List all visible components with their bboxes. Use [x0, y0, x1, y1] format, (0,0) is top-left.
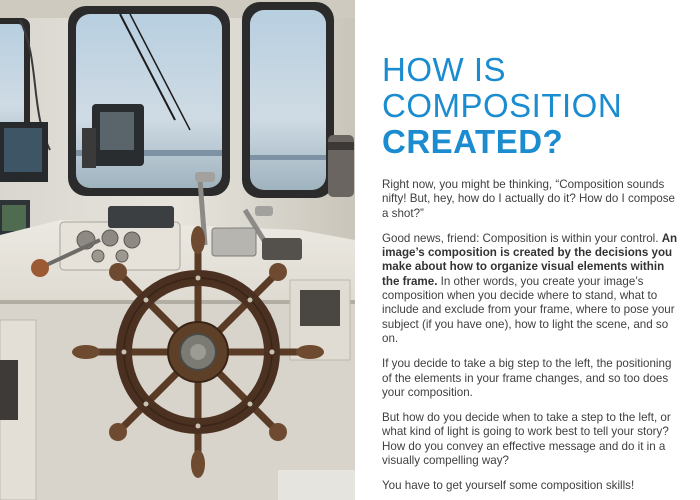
page-title	[382, 52, 682, 160]
title-line-1: HOW IS	[382, 51, 506, 88]
paragraph-1: Right now, you might be thinking, “Composition sounds nifty! But, hey, how do I actually do it? How do I compose a shot?”	[382, 178, 676, 220]
paragraph-3: If you decide to take a big step to the left, the positioning of the elements in your frame changes, and so too does your composition.	[382, 357, 672, 399]
paragraph-2	[382, 232, 682, 346]
paragraph-2-bold: An image’s composition is created by the decisions you make about how to organize visual elements within the frame.	[382, 231, 678, 288]
window-right	[242, 2, 334, 198]
title-line-2: COMPOSITION	[382, 87, 623, 124]
title-line-3: CREATED?	[382, 123, 564, 160]
paragraph-4: But how do you decide when to take a step to the left, or what kind of light is going to work best to tell your story? How do you convey an effective message and do it in a visually compelling way?	[382, 411, 671, 468]
paragraph-2-intro: Good news, friend: Composition is within your control.	[382, 231, 659, 245]
article-body	[382, 178, 682, 494]
paragraph-2-rest: In other words, you create your image’s composition when you decide where to stand, what to include and exclude from your frame, where to pose your subject (if you have one), how to light the scene, and so on.	[382, 274, 675, 345]
paragraph-5: You have to get yourself some composition skills!	[382, 479, 635, 493]
article-text-column	[382, 52, 682, 500]
